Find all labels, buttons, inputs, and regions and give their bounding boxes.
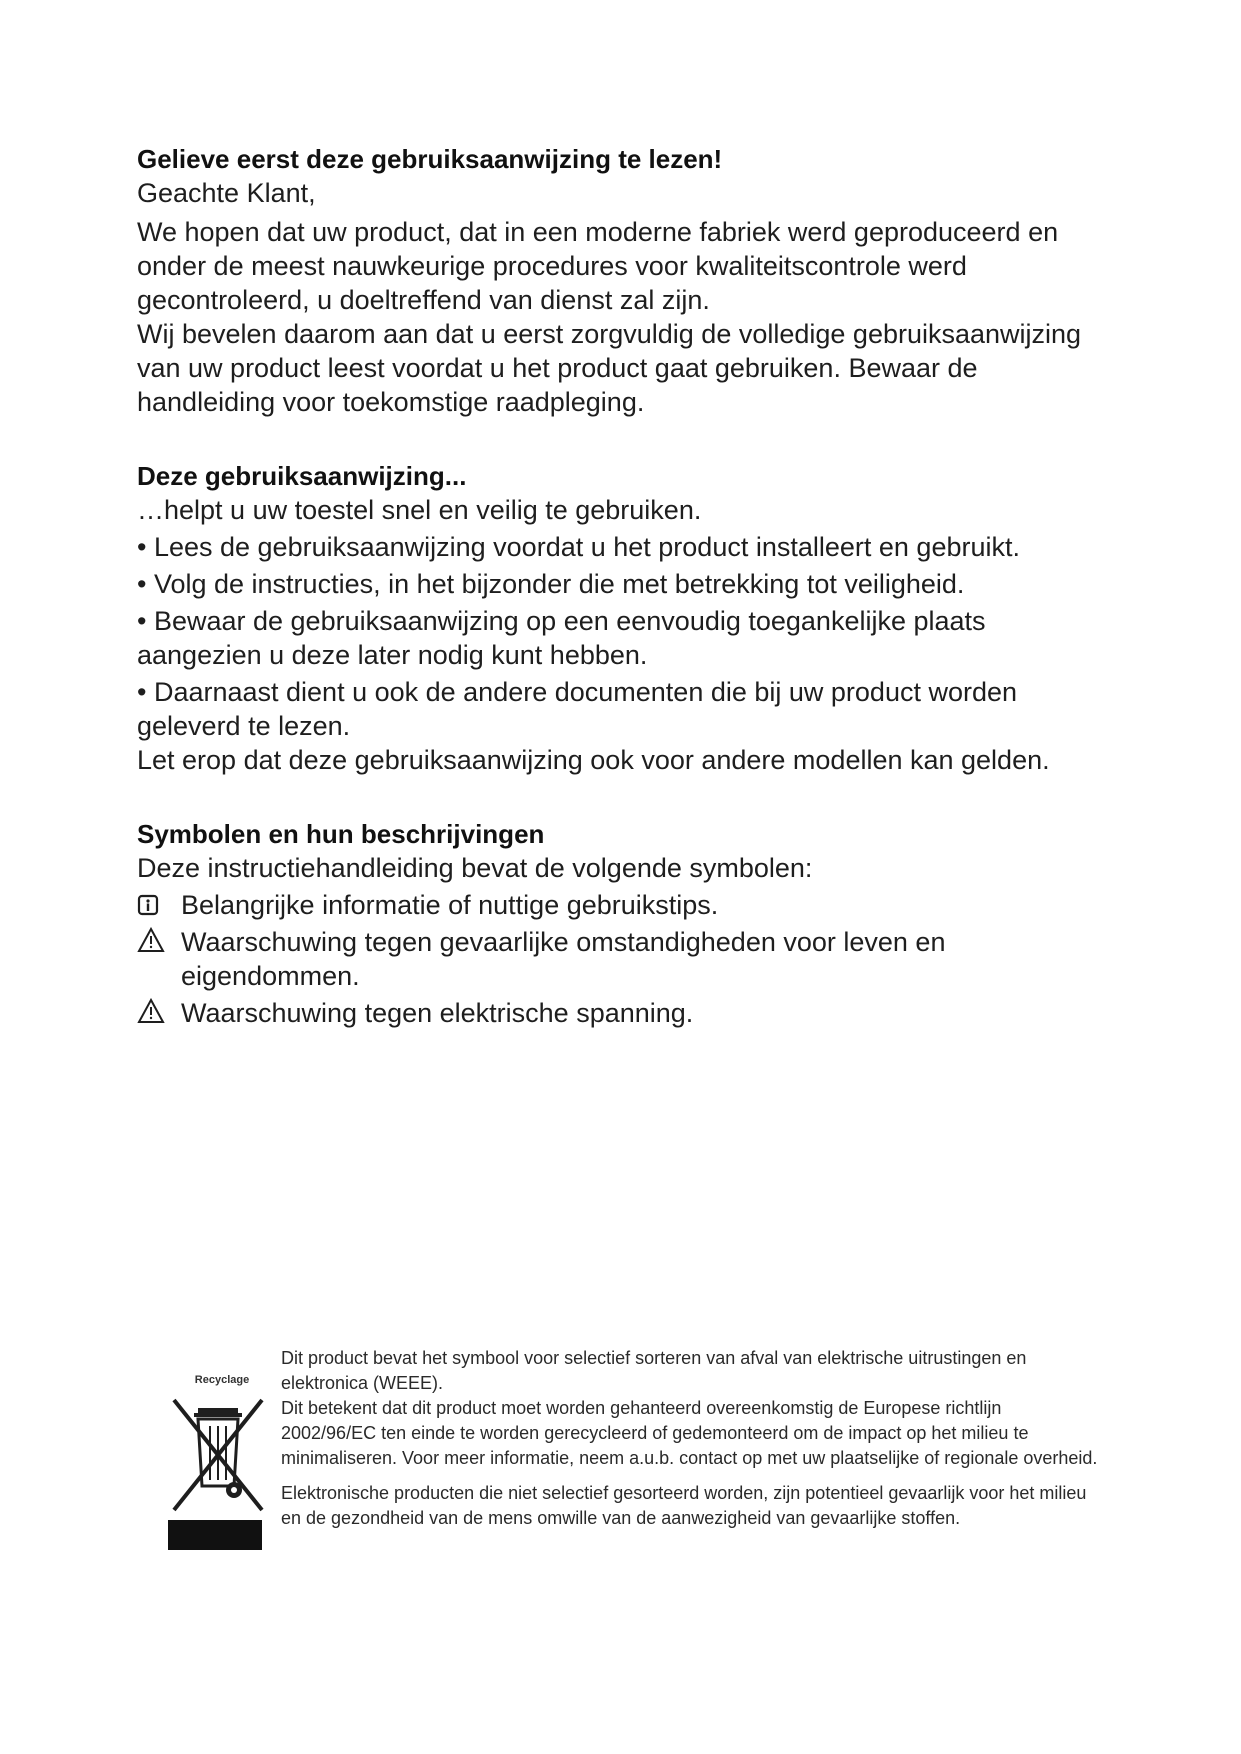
greeting: Geachte Klant, — [137, 178, 316, 208]
info-icon — [137, 890, 167, 920]
weee-paragraph-3: Elektronische producten die niet selectief gesorteerd worden, zijn potentieel gevaarlijk voor het milieu en de gezondheid van de mens omwille van de aanwezigheid van gevaarlijke stoffen. — [281, 1483, 1087, 1528]
warning-triangle-icon — [137, 998, 167, 1028]
weee-paragraph-1: Dit product bevat het symbool voor selectief sorteren van afval van elektrische uitrustingen en elektronica (WEEE). — [281, 1348, 1027, 1393]
symbol-warning-electric-text: Waarschuwing tegen elektrische spanning. — [181, 998, 694, 1028]
weee-text — [281, 1346, 1101, 1531]
main-content — [137, 142, 1097, 1030]
crossed-out-bin-icon — [168, 1394, 268, 1534]
weee-paragraph-2: Dit betekent dat dit product moet worden gehanteerd overeenkomstig de Europese richtlijn 2002/96/EC ten einde te worden gerecycleerd of gedemonteerd om de impact op het milieu te minimaliseren. Voor meer informatie, neem a.u.b. contact op met uw plaatselijke of regionale overheid. — [281, 1398, 1098, 1468]
weee-black-bar — [168, 1520, 262, 1550]
manual-bullet-2: • Volg de instructies, in het bijzonder die met betrekking tot veiligheid. — [137, 569, 965, 599]
symbol-row-warning-life — [137, 925, 1097, 993]
intro-paragraph-1: We hopen dat uw product, dat in een moderne fabriek werd geproduceerd en onder de meest nauwkeurige procedures voor kwaliteitscontrole werd gecontroleerd, u doeltreffend van dienst zal zijn. — [137, 217, 1059, 315]
recyclage-label: Recyclage — [194, 1374, 250, 1386]
symbols-heading: Symbolen en hun beschrijvingen — [137, 819, 545, 849]
symbols-lead: Deze instructiehandleiding bevat de volgende symbolen: — [137, 853, 813, 883]
symbol-warning-life-text: Waarschuwing tegen gevaarlijke omstandigheden voor leven en eigendommen. — [181, 927, 946, 991]
symbol-row-info — [137, 888, 1097, 922]
intro-paragraph-2: Wij bevelen daarom aan dat u eerst zorgvuldig de volledige gebruiksaanwijzing van uw product leest voordat u het product gaat gebruiken. Bewaar de handleiding voor toekomstige raadpleging. — [137, 319, 1082, 417]
intro-heading: Gelieve eerst deze gebruiksaanwijzing te lezen! — [137, 144, 723, 174]
manual-heading: Deze gebruiksaanwijzing... — [137, 461, 467, 491]
manual-note: Let erop dat deze gebruiksaanwijzing ook voor andere modellen kan gelden. — [137, 745, 1050, 775]
manual-lead: …helpt u uw toestel snel en veilig te gebruiken. — [137, 495, 702, 525]
weee-section — [166, 1346, 1101, 1606]
manual-bullet-4: • Daarnaast dient u ook de andere documenten die bij uw product worden geleverd te lezen. — [137, 677, 1018, 741]
manual-bullet-1: • Lees de gebruiksaanwijzing voordat u het product installeert en gebruikt. — [137, 532, 1020, 562]
symbol-info-text: Belangrijke informatie of nuttige gebruikstips. — [181, 890, 719, 920]
symbol-row-warning-electric — [137, 996, 1097, 1030]
manual-bullet-3: • Bewaar de gebruiksaanwijzing op een eenvoudig toegankelijke plaats aangezien u deze later nodig kunt hebben. — [137, 606, 986, 670]
warning-triangle-icon — [137, 927, 167, 957]
